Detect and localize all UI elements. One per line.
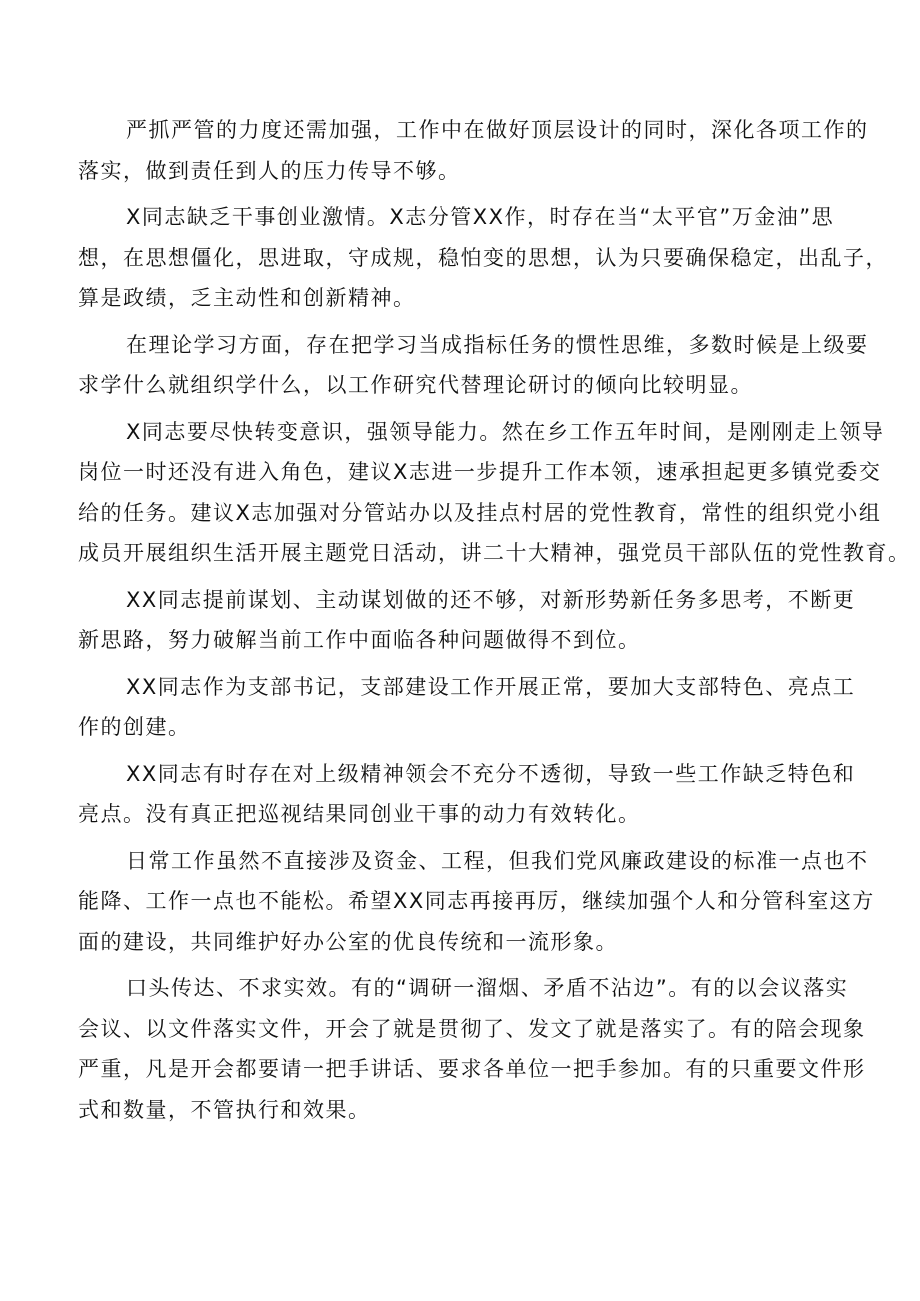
text-line: 严抓严管的力度还需加强，工作中在做好顶层设计的同时，深化各项工作的 <box>126 118 869 142</box>
paragraph-7 <box>78 754 858 835</box>
text-line: 落实，做到责任到人的压力传导不够。 <box>78 158 461 183</box>
text-line: X同志缺乏干事创业激情。X志分管XX作，时存在当“太平官”万金油”思 <box>126 205 835 229</box>
paragraph-3 <box>78 325 869 406</box>
paragraph-8 <box>78 841 875 963</box>
text-line: 式和数量，不管执行和效果。 <box>78 1097 371 1122</box>
text-line: 能降、工作一点也不能松。希望XX同志再接再厉，继续加强个人和分管科室这方 <box>78 889 875 913</box>
paragraph-1 <box>78 110 869 191</box>
paragraph-9 <box>78 968 866 1130</box>
text-line: 求学什么就组织学什么，以工作研究代替理论研讨的倾向比较明显。 <box>78 373 753 397</box>
text-line: 口头传达、不求实效。有的“调研一溜烟、矛盾不沾边”。有的以会议落实 <box>126 976 849 1000</box>
paragraph-6 <box>78 667 858 748</box>
paragraph-5 <box>78 580 858 661</box>
text-line: 在理论学习方面，存在把学习当成指标任务的惯性思维，多数时候是上级要 <box>126 332 869 357</box>
document-body <box>78 110 911 1136</box>
paragraph-2 <box>78 197 888 319</box>
paragraph-4 <box>78 412 911 574</box>
text-line: 作的创建。 <box>78 715 191 739</box>
text-line: 亮点。没有真正把巡视结果同创业干事的动力有效转化。 <box>78 802 641 826</box>
text-line: 岗位一时还没有进入角色，建议X志进一步提升工作本领，速承担起更多镇党委交 <box>78 460 882 484</box>
text-line: 会议、以文件落实文件，开会了就是贯彻了、发文了就是落实了。有的陪会现象 <box>78 1016 866 1041</box>
text-line: 成员开展组织生活开展主题党日活动，讲二十大精神，强党员干部队伍的党性教育。 <box>78 541 911 565</box>
text-line: 想，在思想僵化，思进取，守成规，稳怕变的思想，认为只要确保稳定，出乱子， <box>78 245 888 270</box>
text-line: XX同志作为支部书记，支部建设工作开展正常，要加大支部特色、亮点工 <box>126 674 856 699</box>
text-line: XX同志有时存在对上级精神领会不充分不透彻，导致一些工作缺乏特色和 <box>126 761 856 786</box>
text-line: 新思路，努力破解当前工作中面临各种问题做得不到位。 <box>78 628 641 652</box>
text-line: 给的任务。建议X志加强对分管站办以及挂点村居的党性教育，常性的组织党小组 <box>78 500 882 525</box>
text-line: X同志要尽快转变意识，强领导能力。然在乡工作五年时间，是刚刚走上领导 <box>126 419 885 444</box>
text-line: XX同志提前谋划、主动谋划做的还不够，对新形势新任务多思考，不断更 <box>126 587 856 612</box>
text-line: 算是政绩，乏主动性和创新精神。 <box>78 286 416 310</box>
text-line: 面的建设，共同维护好办公室的优良传统和一流形象。 <box>78 929 618 954</box>
text-line: 严重，凡是开会都要请一把手讲话、要求各单位一把手参加。有的只重要文件形 <box>78 1057 866 1081</box>
text-line: 日常工作虽然不直接涉及资金、工程，但我们党风廉政建设的标准一点也不 <box>126 848 869 873</box>
